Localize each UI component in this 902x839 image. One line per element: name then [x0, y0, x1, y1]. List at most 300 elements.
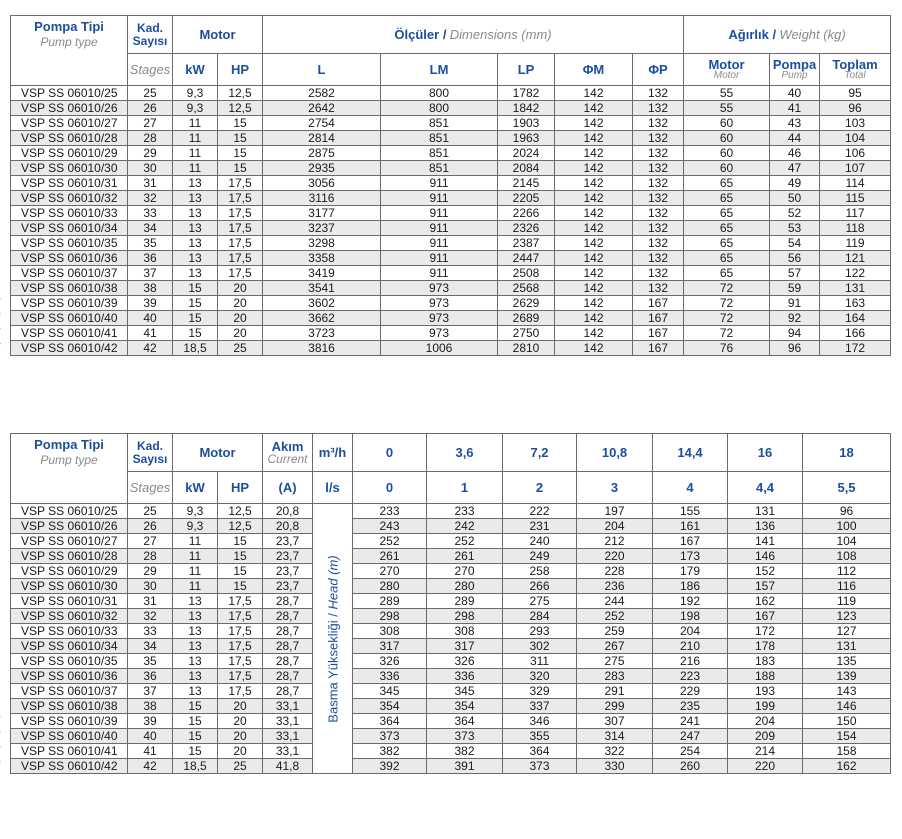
value-cell: 131: [803, 639, 891, 654]
flow-ls-2: 2: [503, 472, 577, 504]
model-name: VSP SS 06010/32: [21, 191, 118, 205]
model-name: VSP SS 06010/34: [21, 639, 118, 653]
value-cell: 2568: [498, 281, 555, 296]
value-cell: 800: [381, 101, 498, 116]
value-cell: 142: [555, 206, 633, 221]
value-cell: 336: [353, 669, 427, 684]
value-cell: 139: [803, 669, 891, 684]
value-cell: 132: [633, 161, 684, 176]
value-cell: 20: [218, 714, 263, 729]
head-label-cell: [313, 504, 353, 774]
value-cell: 322: [577, 744, 653, 759]
value-cell: 346: [503, 714, 577, 729]
model-name: VSP SS 06010/35: [21, 654, 118, 668]
table-row: [11, 594, 891, 609]
value-cell: 11: [173, 116, 218, 131]
weight-header: [684, 16, 891, 54]
value-cell: 1963: [498, 131, 555, 146]
table-row: [11, 311, 891, 326]
value-cell: 31: [128, 176, 173, 191]
value-cell: 23,7: [263, 549, 313, 564]
value-cell: 142: [555, 161, 633, 176]
value-cell: 373: [353, 729, 427, 744]
model-name: VSP SS 06010/26: [21, 101, 118, 115]
value-cell: 2326: [498, 221, 555, 236]
head-label-tr: Basma Yüksekliği /: [325, 612, 341, 723]
value-cell: 119: [820, 236, 891, 251]
model-cell: [11, 176, 128, 191]
value-cell: 36: [128, 669, 173, 684]
value-cell: 364: [353, 714, 427, 729]
table-row: [11, 326, 891, 341]
value-cell: 65: [684, 206, 770, 221]
dimensions-title: Ölçüler /: [394, 27, 447, 42]
value-cell: 38: [128, 281, 173, 296]
model-cell: [11, 191, 128, 206]
flow-ls-5: 4,4: [728, 472, 803, 504]
value-cell: 345: [353, 684, 427, 699]
table-row: [11, 654, 891, 669]
value-cell: 391: [427, 759, 503, 774]
table-row: [11, 519, 891, 534]
value-cell: 142: [555, 116, 633, 131]
value-cell: 354: [353, 699, 427, 714]
value-cell: 20: [218, 311, 263, 326]
value-cell: 183: [728, 654, 803, 669]
flow-m3h-6: 18: [803, 434, 891, 472]
value-cell: 1903: [498, 116, 555, 131]
flow-ls-3: 3: [577, 472, 653, 504]
value-cell: 2810: [498, 341, 555, 356]
model-name: VSP SS 06010/41: [21, 744, 118, 758]
value-cell: 33: [128, 206, 173, 221]
value-cell: 973: [381, 311, 498, 326]
table-row: [11, 759, 891, 774]
value-cell: 3541: [263, 281, 381, 296]
value-cell: 18,5: [173, 759, 218, 774]
perf-stages-subheader: Stages: [128, 472, 173, 504]
star-icon: [0, 745, 1, 755]
value-cell: 192: [653, 594, 728, 609]
weight-pump-title: Pompa: [772, 57, 817, 72]
value-cell: 28,7: [263, 609, 313, 624]
value-cell: 15: [173, 714, 218, 729]
value-cell: 15: [218, 146, 263, 161]
value-cell: 15: [173, 729, 218, 744]
value-cell: 39: [128, 296, 173, 311]
value-cell: 49: [770, 176, 820, 191]
weight-total-title: Toplam: [832, 57, 878, 72]
value-cell: 3116: [263, 191, 381, 206]
value-cell: 336: [427, 669, 503, 684]
model-name: VSP SS 06010/40: [21, 311, 118, 325]
perf-motor-header: Motor: [173, 434, 263, 472]
value-cell: 150: [803, 714, 891, 729]
current-header: [263, 434, 313, 472]
l-header: L: [263, 54, 381, 86]
value-cell: 11: [173, 146, 218, 161]
value-cell: 17,5: [218, 221, 263, 236]
value-cell: 216: [653, 654, 728, 669]
value-cell: 13: [173, 669, 218, 684]
value-cell: 91: [770, 296, 820, 311]
model-cell: [11, 729, 128, 744]
value-cell: 52: [770, 206, 820, 221]
value-cell: 270: [427, 564, 503, 579]
value-cell: 299: [577, 699, 653, 714]
dimensions-subtitle: Dimensions (mm): [449, 27, 552, 42]
value-cell: 243: [353, 519, 427, 534]
star-icon: [0, 342, 1, 352]
value-cell: 23,7: [263, 534, 313, 549]
table-row: [11, 116, 891, 131]
value-cell: 3662: [263, 311, 381, 326]
value-cell: 20: [218, 296, 263, 311]
perf-pump-type-title: Pompa Tipi: [34, 437, 104, 452]
model-name: VSP SS 06010/27: [21, 534, 118, 548]
performance-body: [11, 504, 891, 774]
value-cell: 12,5: [218, 504, 263, 519]
table-row: [11, 161, 891, 176]
value-cell: 15: [218, 116, 263, 131]
value-cell: 242: [427, 519, 503, 534]
phi-m-header: ΦM: [555, 54, 633, 86]
value-cell: 9,3: [173, 519, 218, 534]
model-name: VSP SS 06010/37: [21, 684, 118, 698]
model-cell: [11, 101, 128, 116]
value-cell: 65: [684, 236, 770, 251]
value-cell: 382: [353, 744, 427, 759]
table-row: [11, 564, 891, 579]
flow-m3h-4: 14,4: [653, 434, 728, 472]
model-cell: [11, 296, 128, 311]
value-cell: 308: [427, 624, 503, 639]
table-row: [11, 639, 891, 654]
value-cell: 220: [577, 549, 653, 564]
value-cell: 39: [128, 714, 173, 729]
value-cell: 2145: [498, 176, 555, 191]
value-cell: 40: [770, 86, 820, 101]
dimensions-body: [11, 86, 891, 356]
model-cell: [11, 699, 128, 714]
model-name: VSP SS 06010/34: [21, 221, 118, 235]
model-cell: [11, 266, 128, 281]
value-cell: 17,5: [218, 654, 263, 669]
flow-ls-0: 0: [353, 472, 427, 504]
value-cell: 146: [803, 699, 891, 714]
value-cell: 118: [820, 221, 891, 236]
value-cell: 15: [218, 549, 263, 564]
table-row: [11, 699, 891, 714]
model-cell: [11, 624, 128, 639]
value-cell: 241: [653, 714, 728, 729]
value-cell: 96: [820, 101, 891, 116]
model-name: VSP SS 06010/40: [21, 729, 118, 743]
value-cell: 354: [427, 699, 503, 714]
value-cell: 193: [728, 684, 803, 699]
dimensions-table: [10, 15, 891, 356]
table-row: [11, 86, 891, 101]
value-cell: 178: [728, 639, 803, 654]
model-cell: [11, 534, 128, 549]
value-cell: 382: [427, 744, 503, 759]
value-cell: 142: [555, 146, 633, 161]
value-cell: 28: [128, 549, 173, 564]
model-cell: [11, 116, 128, 131]
value-cell: 291: [577, 684, 653, 699]
value-cell: 92: [770, 311, 820, 326]
value-cell: 293: [503, 624, 577, 639]
table-row: [11, 669, 891, 684]
model-name: VSP SS 06010/37: [21, 266, 118, 280]
value-cell: 15: [218, 579, 263, 594]
model-name: VSP SS 06010/38: [21, 699, 118, 713]
value-cell: 23,7: [263, 564, 313, 579]
value-cell: 40: [128, 311, 173, 326]
value-cell: 13: [173, 654, 218, 669]
value-cell: 56: [770, 251, 820, 266]
value-cell: 2750: [498, 326, 555, 341]
value-cell: 72: [684, 311, 770, 326]
value-cell: 41: [770, 101, 820, 116]
value-cell: 2814: [263, 131, 381, 146]
value-cell: 373: [503, 759, 577, 774]
value-cell: 20: [218, 699, 263, 714]
perf-stages-header: Kad. Sayısı: [128, 434, 173, 472]
value-cell: 94: [770, 326, 820, 341]
value-cell: 60: [684, 116, 770, 131]
value-cell: 157: [728, 579, 803, 594]
value-cell: 142: [555, 101, 633, 116]
star-icon: [0, 312, 1, 322]
value-cell: 302: [503, 639, 577, 654]
value-cell: 3602: [263, 296, 381, 311]
value-cell: 28,7: [263, 594, 313, 609]
value-cell: 223: [653, 669, 728, 684]
value-cell: 135: [803, 654, 891, 669]
value-cell: 233: [353, 504, 427, 519]
value-cell: 41,8: [263, 759, 313, 774]
value-cell: 54: [770, 236, 820, 251]
value-cell: 53: [770, 221, 820, 236]
value-cell: 161: [653, 519, 728, 534]
model-cell: [11, 759, 128, 774]
value-cell: 204: [728, 714, 803, 729]
value-cell: 143: [803, 684, 891, 699]
value-cell: 15: [173, 281, 218, 296]
value-cell: 209: [728, 729, 803, 744]
model-name: VSP SS 06010/36: [21, 251, 118, 265]
value-cell: 141: [728, 534, 803, 549]
star-icon: [0, 327, 1, 337]
value-cell: 275: [503, 594, 577, 609]
value-cell: 28,7: [263, 654, 313, 669]
value-cell: 35: [128, 236, 173, 251]
value-cell: 311: [503, 654, 577, 669]
value-cell: 47: [770, 161, 820, 176]
dimensions-header: [263, 16, 684, 54]
value-cell: 2084: [498, 161, 555, 176]
value-cell: 330: [577, 759, 653, 774]
flow-m3h-header: m³/h: [313, 434, 353, 472]
value-cell: 27: [128, 116, 173, 131]
value-cell: 9,3: [173, 86, 218, 101]
value-cell: 72: [684, 281, 770, 296]
head-label: [326, 555, 339, 722]
perf-pump-type-subtitle: Pump type: [40, 453, 98, 467]
value-cell: 117: [820, 206, 891, 221]
value-cell: 76: [684, 341, 770, 356]
value-cell: 33,1: [263, 729, 313, 744]
model-name: VSP SS 06010/33: [21, 624, 118, 638]
value-cell: 20: [218, 729, 263, 744]
value-cell: 55: [684, 101, 770, 116]
table-row: [11, 176, 891, 191]
value-cell: 112: [803, 564, 891, 579]
model-cell: [11, 504, 128, 519]
stages-subheader: Stages: [128, 54, 173, 86]
table-row: [11, 236, 891, 251]
model-cell: [11, 564, 128, 579]
model-cell: [11, 236, 128, 251]
model-name: VSP SS 06010/31: [21, 594, 118, 608]
value-cell: 15: [218, 131, 263, 146]
value-cell: 65: [684, 176, 770, 191]
value-cell: 188: [728, 669, 803, 684]
value-cell: 132: [633, 206, 684, 221]
value-cell: 17,5: [218, 251, 263, 266]
value-cell: 17,5: [218, 236, 263, 251]
value-cell: 32: [128, 191, 173, 206]
value-cell: 13: [173, 266, 218, 281]
model-name: VSP SS 06010/28: [21, 131, 118, 145]
star-icon: [0, 760, 1, 770]
flow-ls-6: 5,5: [803, 472, 891, 504]
value-cell: 307: [577, 714, 653, 729]
value-cell: 46: [770, 146, 820, 161]
value-cell: 57: [770, 266, 820, 281]
value-cell: 15: [173, 699, 218, 714]
value-cell: 258: [503, 564, 577, 579]
value-cell: 142: [555, 191, 633, 206]
value-cell: 260: [653, 759, 728, 774]
value-cell: 132: [633, 281, 684, 296]
value-cell: 132: [633, 191, 684, 206]
value-cell: 317: [427, 639, 503, 654]
value-cell: 33,1: [263, 744, 313, 759]
value-cell: 65: [684, 191, 770, 206]
value-cell: 28,7: [263, 639, 313, 654]
value-cell: 240: [503, 534, 577, 549]
value-cell: 162: [803, 759, 891, 774]
value-cell: 851: [381, 131, 498, 146]
value-cell: 235: [653, 699, 728, 714]
value-cell: 108: [803, 549, 891, 564]
value-cell: 116: [803, 579, 891, 594]
value-cell: 41: [128, 326, 173, 341]
value-cell: 252: [353, 534, 427, 549]
value-cell: 15: [173, 311, 218, 326]
model-cell: [11, 519, 128, 534]
value-cell: 2629: [498, 296, 555, 311]
value-cell: 851: [381, 161, 498, 176]
value-cell: 43: [770, 116, 820, 131]
star-icon: [0, 730, 1, 740]
value-cell: 2266: [498, 206, 555, 221]
value-cell: 60: [684, 131, 770, 146]
value-cell: 95: [820, 86, 891, 101]
model-cell: [11, 86, 128, 101]
value-cell: 364: [427, 714, 503, 729]
value-cell: 107: [820, 161, 891, 176]
value-cell: 60: [684, 161, 770, 176]
model-name: VSP SS 06010/29: [21, 564, 118, 578]
value-cell: 2935: [263, 161, 381, 176]
model-name: VSP SS 06010/42: [21, 759, 118, 773]
table-row: [11, 579, 891, 594]
table-row: [11, 251, 891, 266]
model-cell: [11, 206, 128, 221]
value-cell: 96: [803, 504, 891, 519]
value-cell: 142: [555, 341, 633, 356]
value-cell: 911: [381, 221, 498, 236]
value-cell: 104: [803, 534, 891, 549]
flow-m3h-1: 3,6: [427, 434, 503, 472]
value-cell: 259: [577, 624, 653, 639]
value-cell: 123: [803, 609, 891, 624]
value-cell: 973: [381, 326, 498, 341]
value-cell: 244: [577, 594, 653, 609]
weight-subtitle: Weight (kg): [779, 27, 846, 42]
model-cell: [11, 744, 128, 759]
model-name: VSP SS 06010/42: [21, 341, 118, 355]
value-cell: 13: [173, 206, 218, 221]
value-cell: 29: [128, 564, 173, 579]
weight-motor-header: [684, 54, 770, 86]
value-cell: 28,7: [263, 624, 313, 639]
value-cell: 60: [684, 146, 770, 161]
value-cell: 2205: [498, 191, 555, 206]
value-cell: 198: [653, 609, 728, 624]
weight-motor-subtitle: Motor: [713, 70, 740, 81]
value-cell: 34: [128, 221, 173, 236]
value-cell: 59: [770, 281, 820, 296]
value-cell: 142: [555, 236, 633, 251]
value-cell: 33,1: [263, 714, 313, 729]
value-cell: 3358: [263, 251, 381, 266]
value-cell: 142: [555, 326, 633, 341]
value-cell: 283: [577, 669, 653, 684]
value-cell: 132: [633, 146, 684, 161]
value-cell: 17,5: [218, 609, 263, 624]
value-cell: 229: [653, 684, 728, 699]
kw-header: kW: [173, 54, 218, 86]
model-cell: [11, 131, 128, 146]
model-cell: [11, 714, 128, 729]
value-cell: 214: [728, 744, 803, 759]
value-cell: 28,7: [263, 684, 313, 699]
value-cell: 119: [803, 594, 891, 609]
value-cell: 204: [577, 519, 653, 534]
value-cell: 173: [653, 549, 728, 564]
model-name: VSP SS 06010/32: [21, 609, 118, 623]
value-cell: 911: [381, 236, 498, 251]
value-cell: 911: [381, 206, 498, 221]
value-cell: 289: [427, 594, 503, 609]
value-cell: 13: [173, 624, 218, 639]
value-cell: 13: [173, 176, 218, 191]
value-cell: 337: [503, 699, 577, 714]
